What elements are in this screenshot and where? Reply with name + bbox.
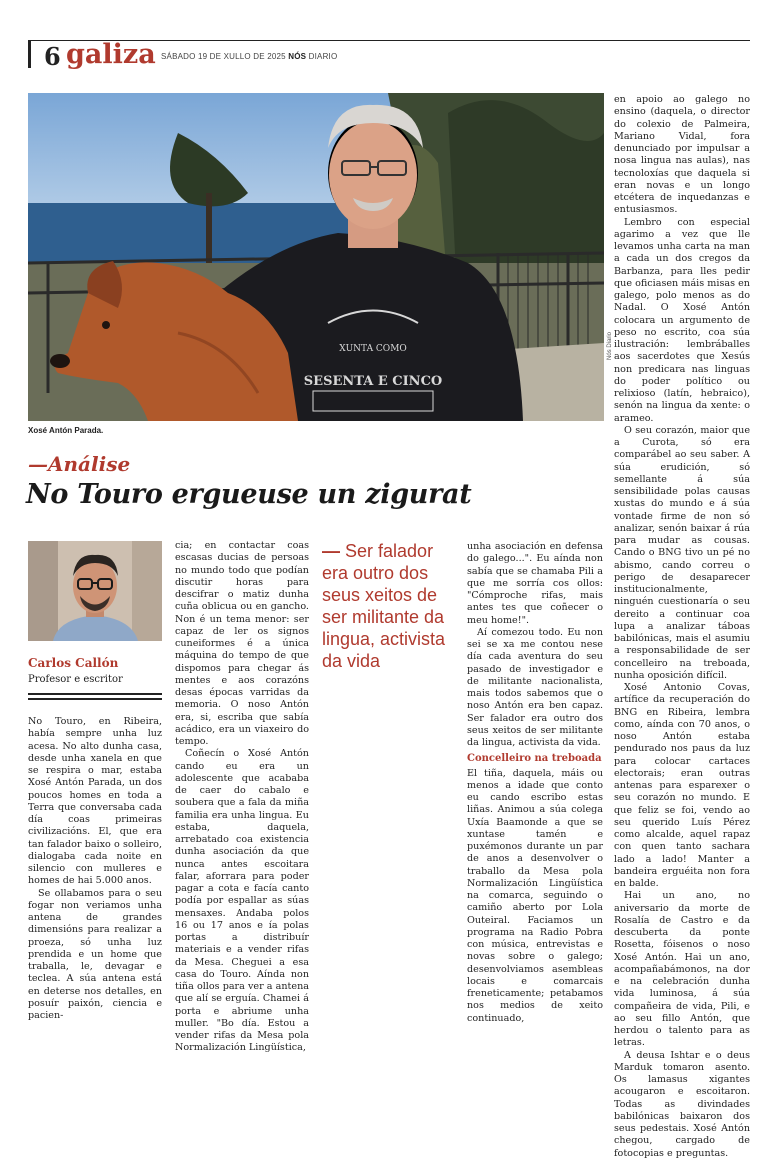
pull-quote [322, 540, 457, 672]
paragraph: Lembro con especial agarimo a vez que lle levamos unha carta na man a cada un dos cregos da Barbanza, para lles pedir que oficiasen máis misas en galego, polo menos as do Nadal. O Xosé Antón colocara un argumento de peso no escrito, coa súa ilustración: lembráballes aos sacerdotes que Xesús non predicara nas linguas do poder político ou relixioso (latín, hebraico), senón na lingua da xente: o arameo. [614, 216, 750, 424]
paper-name-bold: NÓS [288, 52, 307, 61]
author-rule [28, 698, 162, 700]
article-kicker: —Análise [28, 452, 131, 476]
main-photo [28, 93, 604, 421]
paragraph: Coñecín o Xosé Antón cando eu era un adolescente que acababa de caer do cabalo e soubera que a fala da miña familia era unha lingua. Eu estaba, daquela, arrebatado coa existencia dunha asociación da que nunca antes escoitara falar, aforrara para poder pagar a cota e facía canto podía por espallar as súas mensaxes. Andaba polos 16 ou 17 anos e ía polas portas a distribuír materiais e a vender rifas da Mesa. Cheguei a esa casa do Touro. Aínda non tiña ollos para ver a antena que alí se erguía. Chamei á porta e abriume unha muller. "Bo día. Estou a vender rifas da Mesa pola Normalización Lingüística, [175, 748, 309, 1054]
author-role: Profesor e escritor [28, 674, 123, 685]
author-portrait [28, 541, 162, 641]
issue-date: SÁBADO 19 DE XULLO DE 2025 [161, 52, 286, 61]
body-column-3 [467, 541, 603, 1025]
paragraph: en apoio ao galego no ensino (daquela, o director do colexio de Palmeira, Mariano Vidal, fora denunciado por impulsar a nosa lingua nas aulas), nas tecnoloxías que daquela si eran novas e un longo etcétera de inquedanzas e entusiasmos. [614, 94, 750, 216]
paragraph: No Touro, en Ribeira, había sempre unha luz acesa. No alto dunha casa, desde unha xanela en que se respira o mar, estaba Xosé Antón Parada, un dos poucos homes en toda a Terra que conversaba cada día coas primeiras civilizacións. El, que era tan falador baixo o solleiro, dialogaba cada noite en silencio con mulleres e homes de hai 5.000 anos. [28, 716, 162, 887]
paragraph: Hai un ano, no aniversario da morte de Rosalía de Castro e da descuberta da ponte Rosetta, fóisenos o noso Xosé Antón. Hai un ano, acompañabámonos, na dor e na celebración dunha vida luminosa, á súa compañeira de vida, Pili, e ao seu fillo Antón, que herdou o talento para as letras. [614, 890, 750, 1049]
header-bar [28, 40, 31, 68]
pull-quote-dash: — [322, 541, 340, 561]
body-column-1 [28, 716, 162, 1022]
author-name: Carlos Callón [28, 656, 119, 670]
page-number: 6 [44, 42, 61, 71]
article-headline: No Touro ergueuse un zigurat [26, 479, 472, 510]
svg-text:SESENTA E CINCO: SESENTA E CINCO [303, 374, 443, 389]
paragraph: Xosé Antonio Covas, artífice da recuperación do BNG en Ribeira, lembra como, aínda con 70 anos, o noso Antón estaba pendurado nos paus da luz para colocar cartaces electorais; eran outras antenas para esparexer o seu corazón no mundo. E que feliz se foi, vendo ao seu querido Luís Pérez como alcalde, aquel rapaz con quen tanto sachara lado a lado! Manter a bandeira erguéita non fora en balde. [614, 682, 750, 889]
author-photo [28, 541, 162, 641]
paragraph: Aí comezou todo. Eu non sei se xa me contou nese día cada aventura do seu pasado de investigador e de militante nacionalista, mais todos sabemos que o noso Antón era ben capaz. Ser falador era outro dos seus xeitos de ser militante da lingua, activista da vida. [467, 626, 603, 748]
pull-quote-text: Ser falador era outro dos seus xeitos de ser militante da lingua, activista da vida [322, 541, 446, 671]
photo-caption: Xosé Antón Parada. [28, 426, 104, 435]
section-title: galiza [66, 39, 156, 70]
paragraph: A deusa Ishtar e o deus Marduk tomaron asento. Os lamasus xigantes acougaron e escoitaron. Todas as divindades babilónicas baixaron dos seus pedestais. Xosé Antón chegou, cargado de fotocopias e preguntas. [614, 1049, 750, 1159]
dateline [161, 52, 337, 61]
photo-credit: Nós Diario [607, 331, 613, 360]
paper-name-rest: DIARIO [308, 52, 338, 61]
subheading: Concelleiro na treboada [467, 753, 602, 765]
svg-text:XUNTA COMO: XUNTA COMO [339, 344, 407, 354]
author-rule [28, 693, 162, 695]
paragraph: unha asociación en defensa do galego...". Eu aínda non sabía que se chamaba Pili a que me sorría cos ollos: "Cómproche rifas, mais antes tes que coñecer o meu home!". [467, 541, 603, 626]
photo-illustration [28, 93, 604, 421]
paragraph: Se ollabamos para o seu fogar non veriamos unha antena de grandes dimensións para realizar a proeza, só unha luz prendida e un home que traballa, le, devagar e teclea. A súa antena está en deterse nos detalles, en posuír paixón, ciencia e pacien- [28, 887, 162, 1021]
paragraph: cia; en contactar coas escasas ducias de persoas no mundo todo que podían discutir horas para descifrar o matiz dunha cuña oblicua ou en gancho. Non é un tema menor: ser capaz de ler os signos cuneiformes é a única máquina do tempo de que dispomos para chegar ás mentes e aos corazóns desas épocas varridas da memoria. O noso Antón era, si, escriba que sabía acádico, era un viaxeiro do tempo. [175, 540, 309, 747]
paragraph: El tiña, daquela, máis ou menos a idade que conto eu cando escribo estas liñas. Animou a súa colega Uxía Baamonde a que se xuntase tamén e puxémonos durante un par de anos a desenvolver o traballo da Mesa pola Normalización Lingüística na comarca, seguindo o camiño aberto por Lola Outeiral. Faciamos un programa na Radio Pobra con música, entrevistas e novas sobre o galego; desenvolviamos asembleas locais e comarcais freneticamente; petabamos nos medios de xeito continuado, [467, 767, 603, 1024]
paragraph: O seu corazón, maior que a Curota, só era comparábel ao seu saber. A súa erudición, só semellante á súa sensibilidade polas causas xustas do mundo e á súa vontade firme de non só analizar, senón baixar á rúa para mudar as cousas. Cando o BNG tivo un pé no abismo, cando correu o perigo de desaparecer institucionalmente, ninguén cuestionaría o seu dereito a continuar coa lupa a analizar táboas babilónicas, mais el asumiu a responsabilidade de ser concelleiro na treboada, nunha oposición difícil. [614, 424, 750, 681]
body-column-2 [175, 540, 309, 1055]
